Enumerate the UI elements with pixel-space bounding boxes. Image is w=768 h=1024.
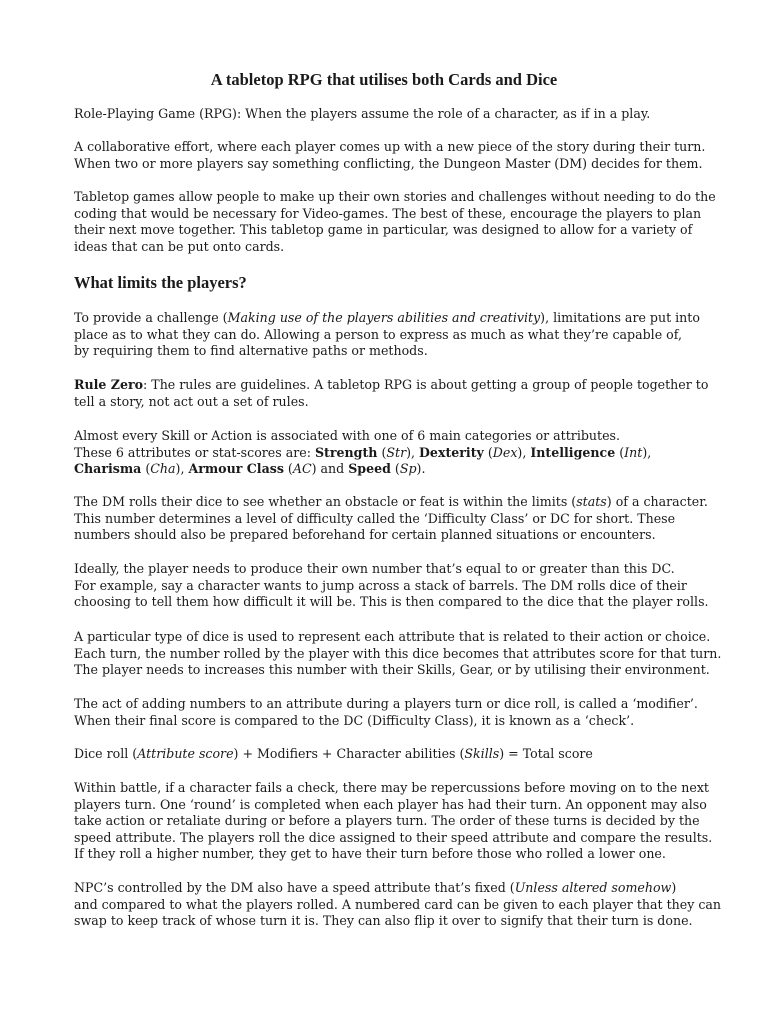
text-run: ( — [141, 461, 151, 477]
text-run: ), — [642, 444, 652, 460]
italic-run: Attribute score — [137, 746, 234, 761]
text-run: ( — [615, 444, 625, 460]
text-line: and compared to what the players rolled. A numbered card can be given to each player that they can — [74, 896, 721, 912]
text-line: ideas that can be put onto cards. — [74, 238, 285, 254]
text-line: Almost every Skill or Action is associated with one of 6 main categories or attributes. — [74, 428, 621, 443]
text-line: Ideally, the player needs to produce their own number that’s equal to or greater than this DC. — [74, 561, 675, 576]
text-line: take action or retaliate during or before a players turn. The order of these turns is decided by the — [74, 813, 700, 829]
text-run: ( — [377, 444, 387, 460]
text-line: Tabletop games allow people to make up their own stories and challenges without needing to do the — [74, 189, 716, 204]
text-run: ( — [390, 461, 400, 477]
text-line: coding that would be necessary for Video-games. The best of these, encourage the players to plan — [74, 205, 702, 221]
text-run: ) + Modifiers + Character abilities ( — [233, 746, 465, 761]
text-line: When two or more players say something conflicting, the Dungeon Master (DM) decides for them. — [74, 155, 703, 171]
italic-run: Making use of the players abilities and creativity — [227, 310, 541, 325]
text-run: ), — [175, 461, 189, 477]
text-line: Within battle, if a character fails a check, there may be repercussions before moving on to the next — [74, 780, 709, 795]
text-run: NPC’s controlled by the DM also have a speed attribute that’s fixed ( — [74, 880, 515, 895]
attribute-abbr: Dex — [492, 444, 518, 460]
text-line: by requiring them to find alternative paths or methods. — [74, 343, 428, 359]
text-line — [74, 494, 714, 511]
attribute-speed: Speed — [348, 461, 391, 477]
attribute-abbr: AC — [292, 461, 312, 477]
attribute-abbr: Cha — [150, 461, 176, 477]
text-line: Role-Playing Game (RPG): When the players assume the role of a character, as if in a play. — [74, 106, 651, 121]
attribute-dexterity: Dexterity — [419, 444, 484, 460]
text-run: ), — [406, 444, 420, 460]
text-run: ). — [416, 461, 426, 477]
text-line: This number determines a level of difficulty called the ‘Difficulty Class’ or DC for short. These — [74, 510, 676, 526]
paragraph-modifier — [74, 696, 714, 729]
paragraph-attributes — [74, 428, 714, 478]
text-line: choosing to tell them how difficult it will be. This is then compared to the dice that the player rolls. — [74, 594, 709, 610]
text-line: swap to keep track of whose turn it is. They can also flip it over to signify that their turn is done. — [74, 913, 693, 929]
italic-run: Unless altered somehow — [514, 880, 672, 895]
paragraph-collaborative — [74, 139, 714, 172]
text-line: If they roll a higher number, they get to have their turn before those who rolled a lower one. — [74, 846, 666, 862]
italic-run: Skills — [464, 746, 500, 761]
text-run: : The rules are guidelines. A tabletop RPG is about getting a group of people together to — [143, 377, 709, 392]
bold-run: Rule Zero — [74, 377, 144, 392]
document-title: A tabletop RPG that utilises both Cards and Dice — [210, 70, 558, 89]
text-run: ( — [283, 461, 293, 477]
text-run: ) of a character. — [606, 494, 708, 509]
paragraph-battle — [74, 780, 714, 863]
text-line: players turn. One ‘round’ is completed when each player has had their turn. An opponent may also — [74, 796, 707, 812]
text-line: A particular type of dice is used to represent each attribute that is related to their action or choice. — [74, 629, 711, 644]
text-run: The DM rolls their dice to see whether an obstacle or feat is within the limits ( — [74, 494, 577, 509]
attribute-abbr: Int — [624, 444, 643, 460]
text-line: A collaborative effort, where each player comes up with a new piece of the story during their turn. — [74, 139, 706, 154]
italic-run: stats — [576, 494, 607, 509]
paragraph-npc — [74, 880, 721, 930]
attribute-charisma: Charisma — [74, 461, 142, 477]
paragraph-formula — [74, 746, 714, 763]
attribute-armour-class: Armour Class — [188, 461, 284, 477]
text-run: To provide a challenge ( — [74, 310, 228, 325]
attribute-strength: Strength — [314, 444, 378, 460]
paragraph-rule-zero — [74, 377, 714, 410]
text-line — [74, 310, 714, 327]
text-line: When their final score is compared to the DC (Difficulty Class), it is known as a ‘check’. — [74, 712, 635, 728]
text-line: tell a story, not act out a set of rules. — [74, 393, 309, 409]
text-line: their next move together. This tabletop game in particular, was designed to allow for a variety of — [74, 222, 693, 238]
text-line — [74, 445, 714, 462]
section-heading-limits: What limits the players? — [74, 273, 247, 292]
text-line: place as to what they can do. Allowing a person to express as much as what they’re capable of, — [74, 326, 682, 342]
text-run: Dice roll ( — [74, 746, 138, 761]
text-line: Each turn, the number rolled by the player with this dice becomes that attributes score for that turn. — [74, 645, 722, 661]
text-line — [74, 746, 714, 763]
text-run: ), limitations are put into — [540, 310, 700, 325]
text-line: For example, say a character wants to jump across a stack of barrels. The DM rolls dice of their — [74, 577, 687, 593]
paragraph-dm-rolls — [74, 494, 714, 544]
text-line — [74, 461, 714, 478]
text-line: speed attribute. The players roll the dice assigned to their speed attribute and compare the results. — [74, 829, 713, 845]
paragraph-challenge — [74, 310, 714, 360]
text-line — [74, 377, 714, 394]
paragraph-dice-type — [74, 629, 722, 679]
attribute-intelligence: Intelligence — [530, 444, 616, 460]
text-run: These 6 attributes or stat-scores are: — [74, 444, 315, 460]
paragraph-rpg-definition — [74, 106, 714, 123]
text-run: ( — [483, 444, 493, 460]
text-run: ) = Total score — [499, 746, 593, 761]
attribute-abbr: Sp — [399, 461, 417, 477]
paragraph-ideally — [74, 561, 714, 611]
text-run: ) and — [311, 461, 349, 477]
text-line: The act of adding numbers to an attribute during a players turn or dice roll, is called a ‘modifier’. — [74, 696, 698, 711]
paragraph-tabletop-games — [74, 189, 714, 255]
text-run: ) — [671, 880, 677, 895]
attribute-abbr: Str — [386, 444, 407, 460]
text-run: ), — [517, 444, 531, 460]
text-line: numbers should also be prepared beforehand for certain planned situations or encounters. — [74, 527, 656, 543]
text-line: The player needs to increases this number with their Skills, Gear, or by utilising their environment. — [74, 662, 710, 678]
text-line — [74, 880, 714, 897]
